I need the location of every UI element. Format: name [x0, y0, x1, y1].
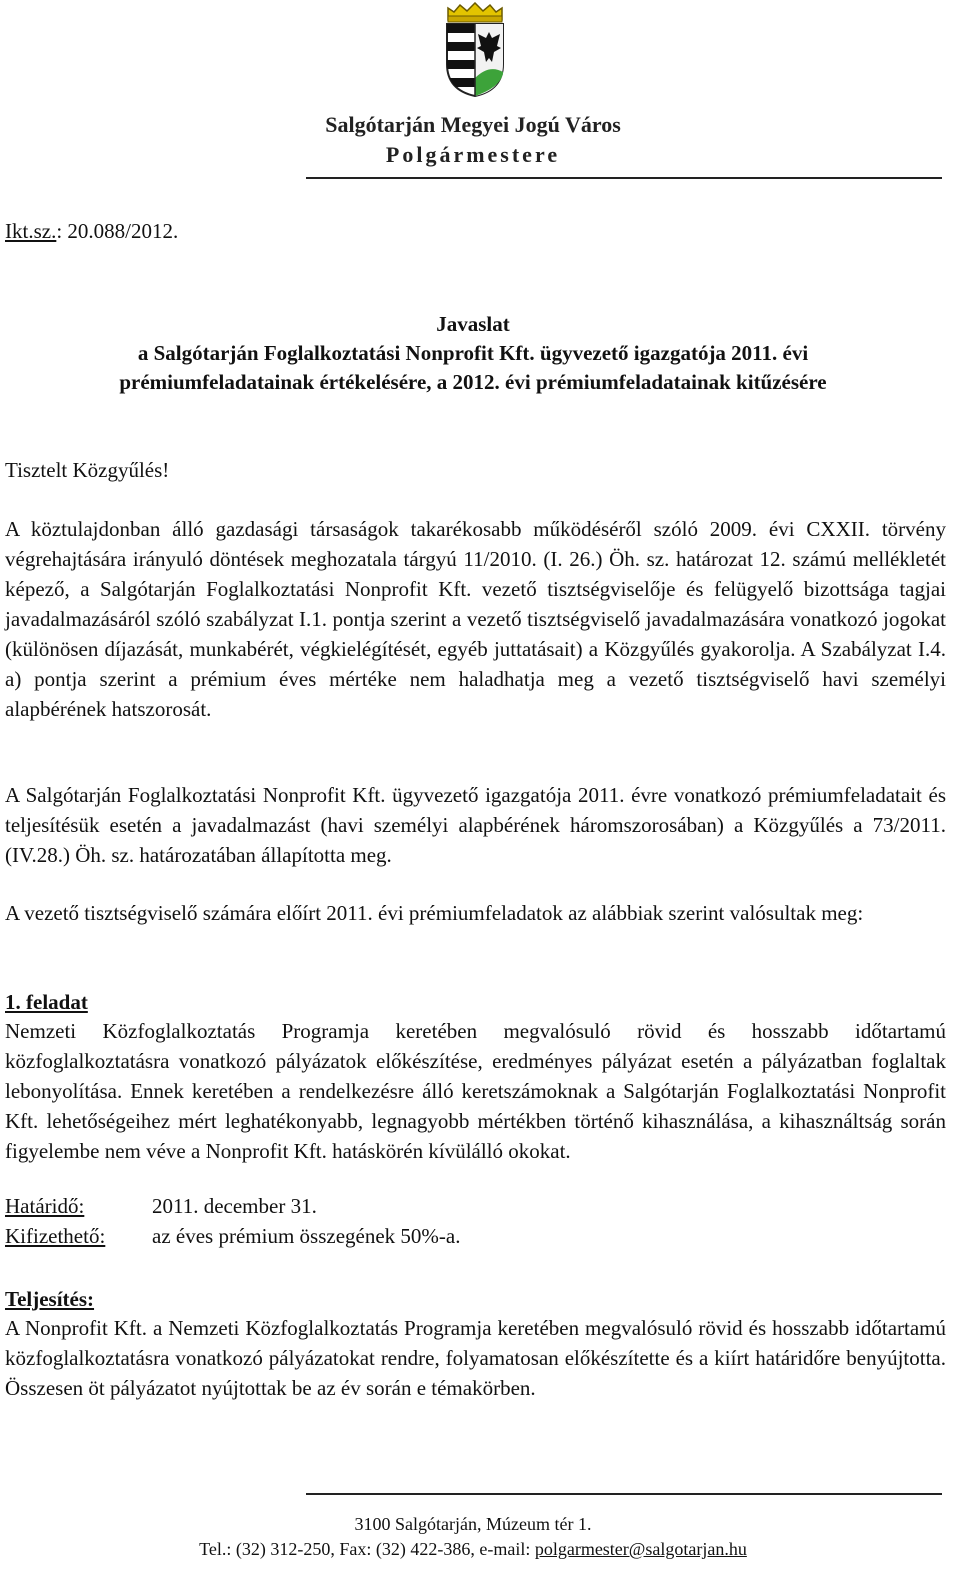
- deadline-row: [5, 1194, 317, 1219]
- title-line-3: prémiumfeladatainak értékelésére, a 2012. évi prémiumfeladatainak kitűzésére: [119, 370, 827, 394]
- email-link[interactable]: polgarmester@salgotarjan.hu: [534, 1539, 747, 1559]
- reference-number: [5, 219, 178, 244]
- paragraph-3: A vezető tisztségviselő számára előírt 2011. évi prémiumfeladatok az alábbiak szerint valósultak meg:: [5, 901, 864, 925]
- paragraph-2: A Salgótarján Foglalkoztatási Nonprofit Kft. ügyvezető igazgatója 2011. évre vonatkozó prémiumfeladatait és teljesítésük esetén a javadalmazást (havi személyi alapbérének háromszorosában) a Közgyűlés a 73/2011. (IV.28.) Öh. sz. határozatában állapította meg.: [5, 783, 946, 867]
- title-line-1: Javaslat: [436, 312, 510, 336]
- payable-row: [5, 1224, 460, 1249]
- footer-divider: [306, 1493, 942, 1495]
- payable-value: az éves prémium összegének 50%-a.: [152, 1224, 461, 1248]
- title-line-2: a Salgótarján Foglalkoztatási Nonprofit Kft. ügyvezető igazgatója 2011. évi: [137, 341, 809, 365]
- header-divider: [306, 177, 942, 179]
- footer-contact-text: Tel.: (32) 312-250, Fax: (32) 422-386, e-mail:: [199, 1539, 535, 1559]
- payable-label: Kifizethető:: [5, 1224, 106, 1248]
- deadline-value: 2011. december 31.: [152, 1194, 317, 1218]
- footer-address: 3100 Salgótarján, Múzeum tér 1.: [354, 1514, 592, 1534]
- reference-label: Ikt.sz.: [5, 219, 57, 243]
- issuer-city: Salgótarján Megyei Jogú Város: [325, 112, 621, 137]
- task-body: Nemzeti Közfoglalkoztatás Programja keretében megvalósuló rövid és hosszabb időtartamú közfoglalkoztatásra vonatkozó pályázatok előkészítése, eredményes pályázat esetén a pályázatban foglaltak lebonyolítása. Ennek keretében a rendelkezésre álló keretszámoknak a Salgótarján Foglalkoztatási Nonprofit Kft. lehetőségeihez mért leghatékonyabb, legnagyobb mértékben történő kihasználása, a kihasználtság során figyelembe nem véve a Nonprofit Kft. hatáskörén kívülálló okokat.: [5, 1019, 946, 1163]
- footer-contact: [0, 1537, 946, 1562]
- paragraph-1: A köztulajdonban álló gazdasági társaságok takarékosabb működéséről szóló 2009. évi CXXII. törvény végrehajtására irányuló döntések meghozatala tárgyú 11/2010. (I. 26.) Öh. sz. határozat 12. számú mellékletét képező, a Salgótarján Foglalkoztatási Nonprofit Kft. vezető tisztségviselője és felügyelő bizottsága tagjai javadalmazásáról szóló szabályzat I.1. pontja szerint a vezető tisztségviselő javadalmazására vonatkozó jogokat (különösen díjazását, munkabérét, végkielégítését, egyéb juttatásait) a Közgyűlés gyakorolja. A Szabályzat I.4. a) pontja szerint a prémium éves mértéke nem haladhatja meg a vezető tisztségviselő havi személyi alapbérének hatszorosát.: [5, 517, 946, 721]
- document-title: [0, 310, 946, 397]
- deadline-label: Határidő:: [5, 1194, 85, 1218]
- salutation: Tisztelt Közgyűlés!: [5, 458, 170, 482]
- fulfillment-body: A Nonprofit Kft. a Nemzeti Közfoglalkoztatás Programja keretében megvalósuló rövid és hosszabb időtartamú közfoglalkoztatásra vonatkozó pályázatokat rendre, folyamatosan előkészítette és a kiírt határidőre benyújtotta. Összesen öt pályázatot nyújtottak be az év során e témakörben.: [5, 1316, 946, 1400]
- issuer-office: Polgármestere: [385, 142, 561, 167]
- coat-of-arms-logo: [444, 2, 506, 98]
- reference-value: : 20.088/2012.: [56, 219, 179, 243]
- task-heading: 1. feladat: [5, 990, 88, 1014]
- fulfillment-heading: Teljesítés:: [5, 1287, 95, 1311]
